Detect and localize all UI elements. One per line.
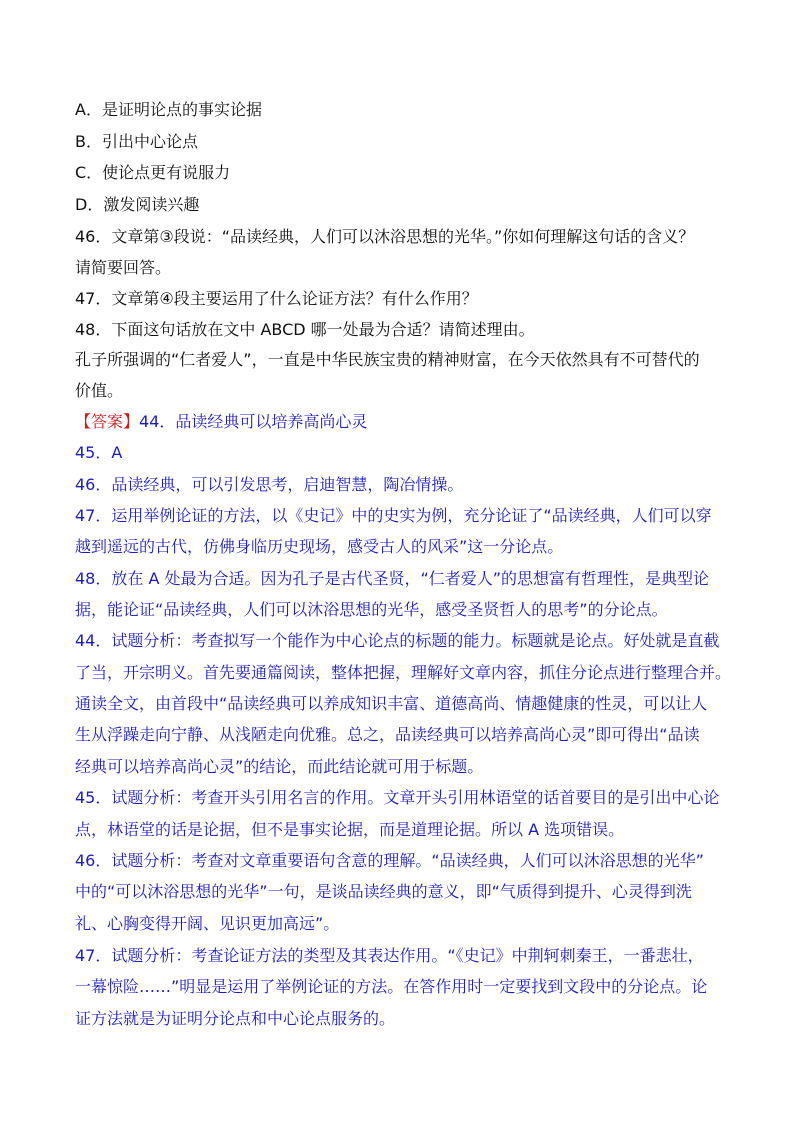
answer-47-cont: 越到遥远的古代，仿佛身临历史现场，感受古人的风采”这一分论点。 (75, 537, 564, 556)
question-46: 46．文章第③段说：“品读经典，人们可以沐浴思想的光华。”你如何理解这句话的含义？ (75, 227, 695, 246)
analysis-44-cont-3: 生从浮躁走向宁静、从浅陋走向优雅。总之，品读经典可以培养高尚心灵”即可得出“品读 (75, 725, 700, 744)
answer-46: 46．品读经典，可以引发思考，启迪智慧，陶冶情操。 (75, 475, 464, 494)
analysis-45-cont: 点，林语堂的话是论据，但不是事实论据，而是道理论据。所以 A 选项错误。 (75, 820, 625, 839)
option-d: D．激发阅读兴趣 (75, 195, 200, 214)
question-48: 48．下面这句话放在文中 ABCD 哪一处最为合适？请简述理由。 (75, 320, 535, 339)
question-47: 47．文章第④段主要运用了什么论证方法？有什么作用？ (75, 289, 478, 308)
option-a: A．是证明论点的事实论据 (75, 100, 262, 119)
question-46-cont: 请简要回答。 (75, 258, 172, 277)
question-48-quote-cont: 价值。 (75, 381, 124, 400)
analysis-47: 47．试题分析：考查论证方法的类型及其表达作用。“《史记》中荆轲刺秦王，一番悲壮， (75, 946, 704, 965)
answer-48-cont: 据，能论证“品读经典，人们可以沐浴思想的光华，感受圣贤哲人的思考”的分论点。 (75, 600, 668, 619)
answer-45: 45．A (75, 443, 123, 462)
answer-tag: 【答案】 (75, 412, 140, 431)
answer-44 (75, 412, 367, 432)
analysis-44: 44．试题分析：考查拟写一个能作为中心论点的标题的能力。标题就是论点。好处就是直截 (75, 631, 720, 650)
analysis-46: 46．试题分析：考查对文章重要语句含意的理解。“品读经典，人们可以沐浴思想的光华” (75, 851, 704, 870)
option-b: B．引出中心论点 (75, 132, 198, 151)
answer-48: 48．放在 A 处最为合适。因为孔子是古代圣贤，“仁者爱人”的思想富有哲理性，是典型论 (75, 569, 710, 588)
analysis-44-cont-1: 了当，开宗明义。首先要通篇阅读，整体把握，理解好文章内容，抓住分论点进行整理合并。 (75, 663, 732, 682)
question-48-quote: 孔子所强调的“仁者爱人”，一直是中华民族宝贵的精神财富，在今天依然具有不可替代的 (75, 350, 700, 369)
analysis-44-cont-2: 通读全文，由首段中“品读经典可以养成知识丰富、道德高尚、情趣健康的性灵，可以让人 (75, 694, 708, 713)
analysis-47-cont-2: 证方法就是为证明分论点和中心论点服务的。 (75, 1009, 396, 1028)
analysis-46-cont-2: 礼、心胸变得开阔、见识更加高远”。 (75, 914, 340, 933)
analysis-46-cont-1: 中的“可以沐浴思想的光华”一句，是谈品读经典的意义，即“气质得到提升、心灵得到洗 (75, 882, 692, 901)
answer-44-text: 44．品读经典可以培养高尚心灵 (139, 412, 368, 431)
analysis-47-cont-1: 一幕惊险……”明显是运用了举例论证的方法。在答作用时一定要找到文段中的分论点。论 (75, 977, 708, 996)
answer-47: 47．运用举例论证的方法，以《史记》中的史实为例，充分论证了“品读经典，人们可以穿 (75, 506, 712, 525)
option-c: C．使论点更有说服力 (75, 163, 231, 182)
analysis-44-cont-4: 经典可以培养高尚心灵”的结论，而此结论就可用于标题。 (75, 757, 484, 776)
analysis-45: 45．试题分析：考查开头引用名言的作用。文章开头引用林语堂的话首要目的是引出中心论 (75, 788, 720, 807)
